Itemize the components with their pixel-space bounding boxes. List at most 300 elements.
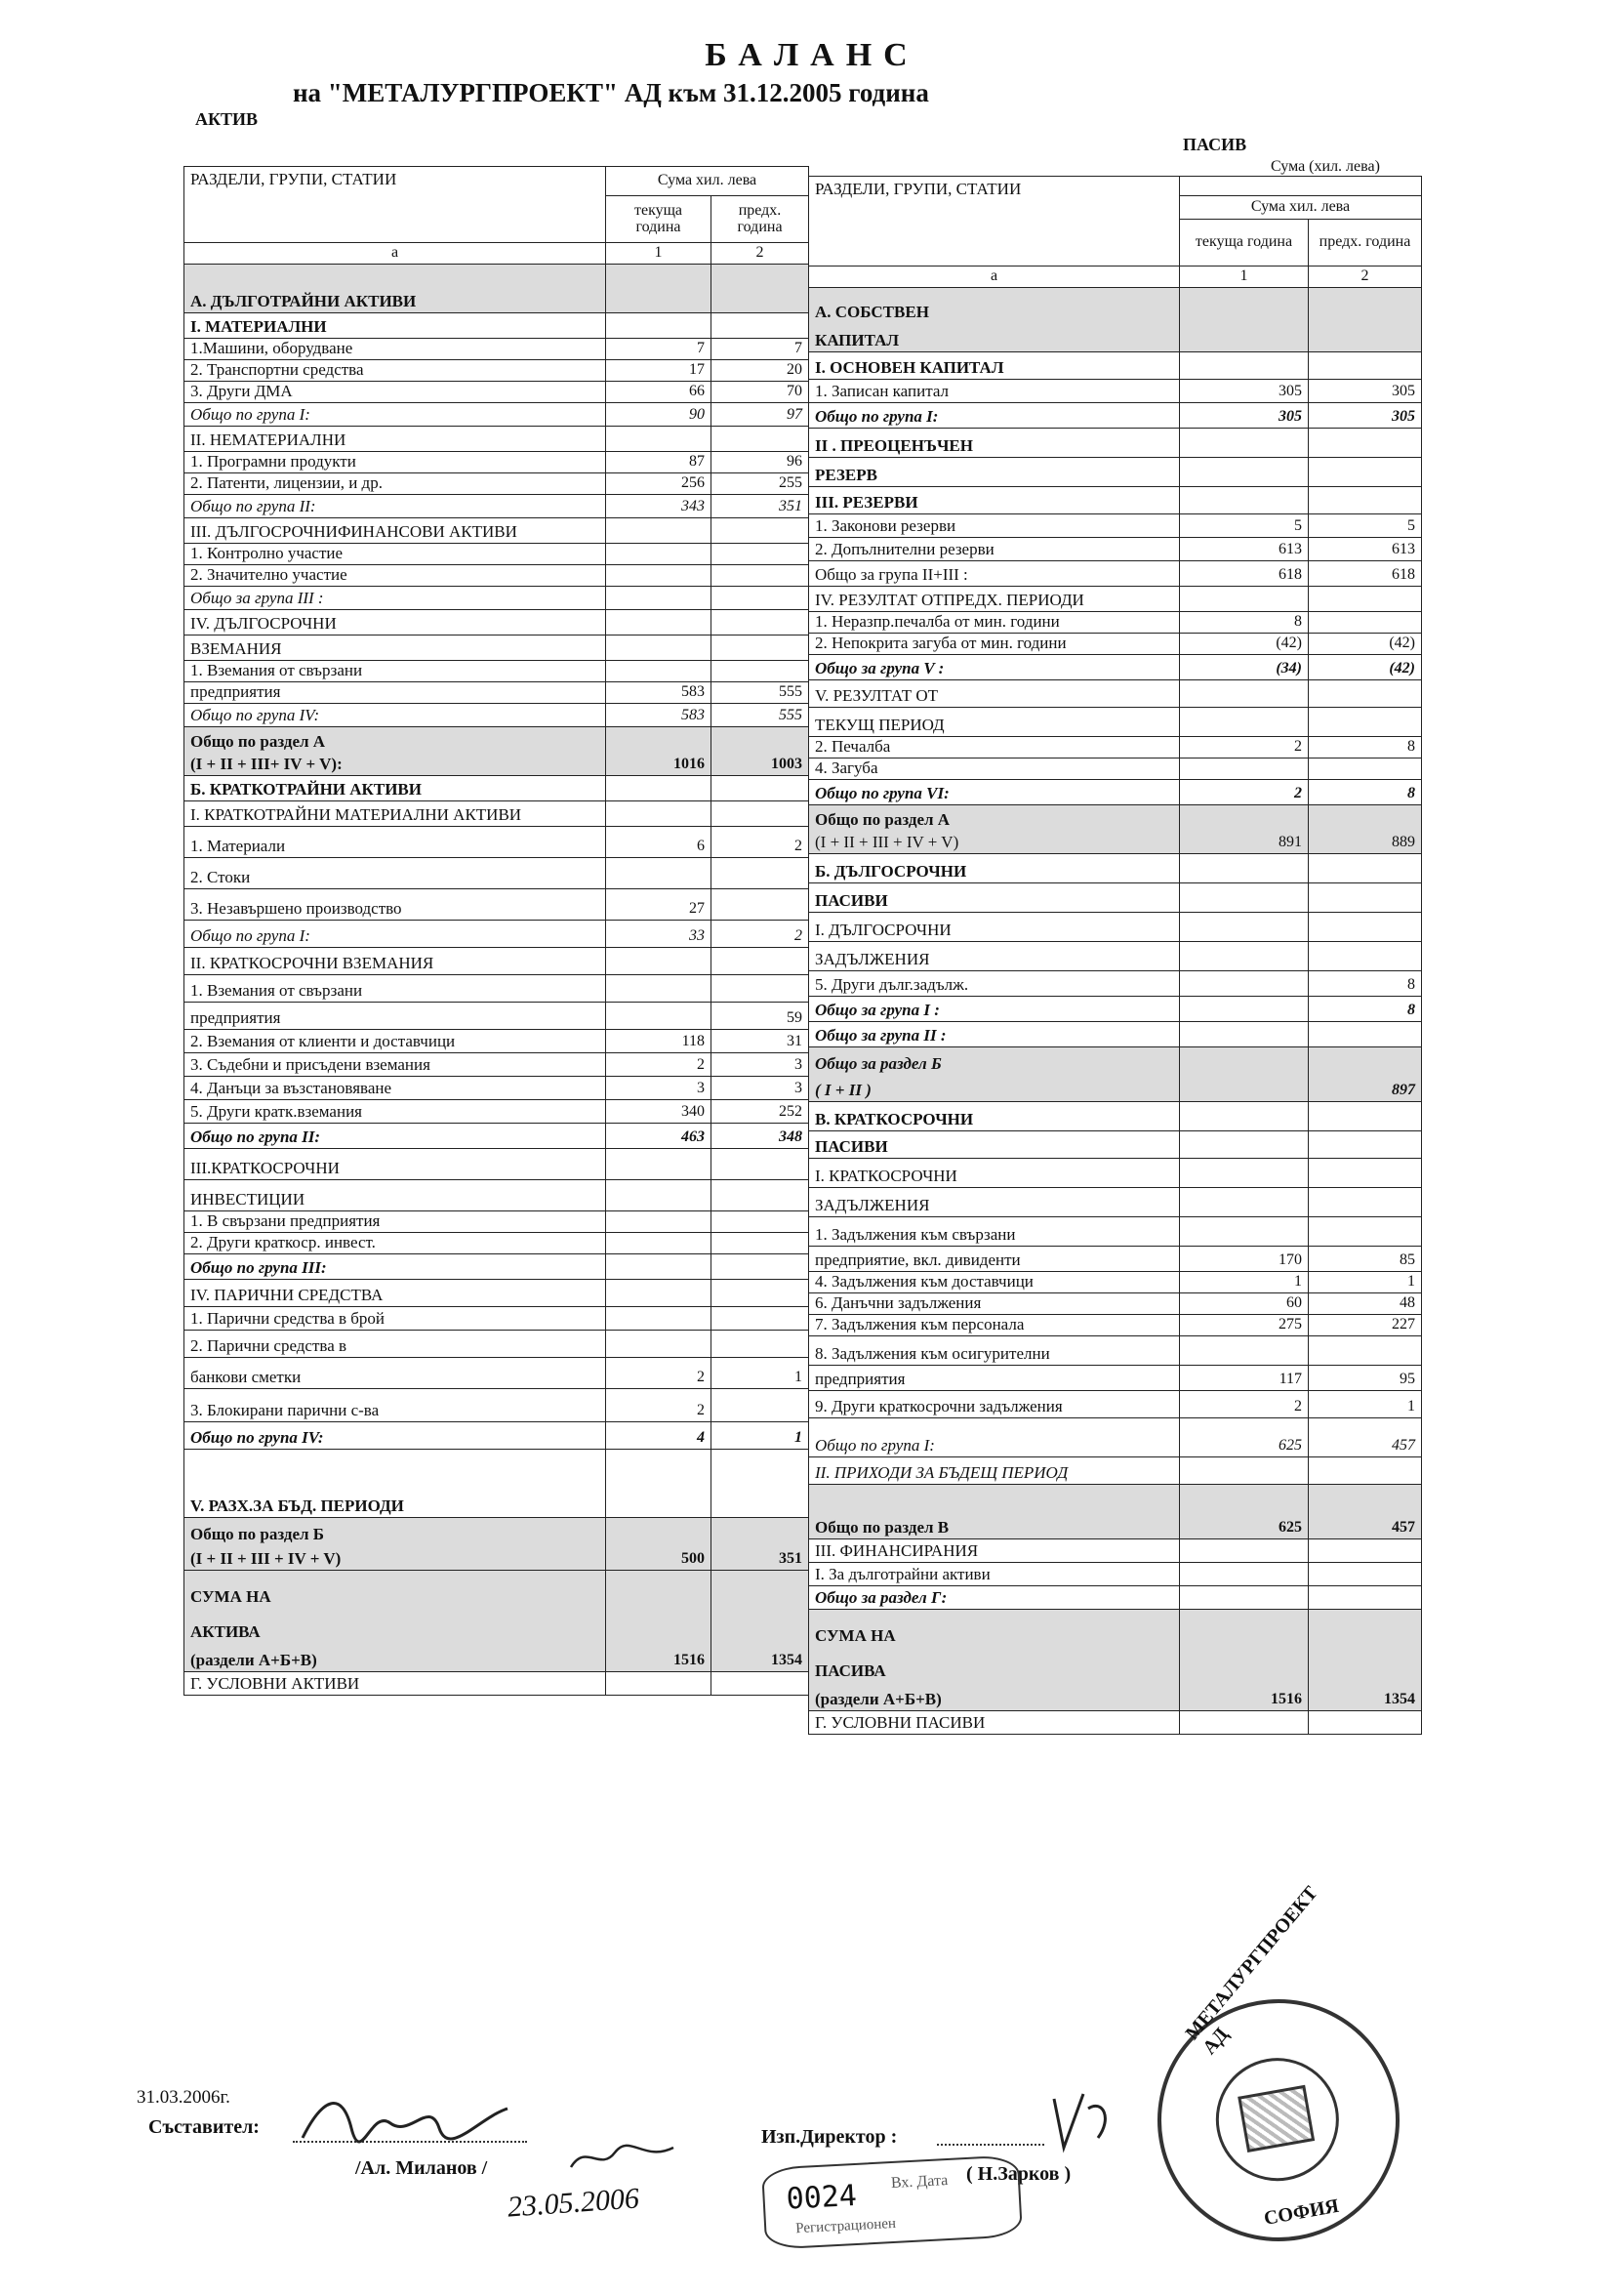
liability-row <box>809 1682 1422 1711</box>
liability-row <box>809 831 1422 854</box>
liability-row-current <box>1180 805 1309 831</box>
liability-row-current: 5 <box>1180 514 1309 538</box>
liability-row-label: В. КРАТКОСРОЧНИ <box>809 1102 1180 1131</box>
liability-row-label: I. КРАТКОСРОЧНИ <box>809 1159 1180 1188</box>
asset-row-current: 583 <box>606 682 711 704</box>
asset-row-current: 2 <box>606 1358 711 1389</box>
asset-row-previous: 2 <box>711 921 809 948</box>
liability-row-current <box>1180 1457 1309 1485</box>
asset-row-current: 17 <box>606 360 711 382</box>
liability-row-current: 891 <box>1180 831 1309 854</box>
asset-row <box>184 889 809 921</box>
asset-row <box>184 636 809 661</box>
asset-row <box>184 587 809 610</box>
asset-row-current: 3 <box>606 1077 711 1100</box>
liability-row-label: Общо по група I: <box>809 1418 1180 1457</box>
asset-row-previous <box>711 1450 809 1518</box>
asset-row-previous <box>711 1233 809 1254</box>
liability-row-previous: 457 <box>1309 1485 1422 1539</box>
asset-row-previous <box>711 1571 809 1608</box>
asset-row-previous <box>711 518 809 544</box>
liability-row <box>809 612 1422 634</box>
asset-row-current: 1516 <box>606 1643 711 1672</box>
liability-row <box>809 487 1422 514</box>
asset-row-previous: 1354 <box>711 1643 809 1672</box>
asset-row-previous: 2 <box>711 827 809 858</box>
liability-row <box>809 913 1422 942</box>
asset-row-label: 1. Програмни продукти <box>184 452 606 473</box>
asset-row-label: 3. Съдебни и присъдени вземания <box>184 1053 606 1077</box>
asset-row-label: 2. Други краткоср. инвест. <box>184 1233 606 1254</box>
asset-row <box>184 1149 809 1180</box>
liability-row <box>809 288 1422 323</box>
asset-row <box>184 1100 809 1124</box>
asset-row-current <box>606 1211 711 1233</box>
liability-row-previous <box>1309 1336 1422 1366</box>
liability-row-previous <box>1309 680 1422 708</box>
liability-row <box>809 634 1422 655</box>
asset-row-current <box>606 565 711 587</box>
asset-row <box>184 403 809 427</box>
liability-row-label: Общо по раздел В <box>809 1485 1180 1539</box>
liability-row <box>809 655 1422 680</box>
asset-row <box>184 360 809 382</box>
assets-col-a: а <box>184 243 606 265</box>
liabilities-header-current: текуща година <box>1180 220 1309 266</box>
asset-row-previous <box>711 1518 809 1545</box>
seal-inner-ring <box>1206 2048 1349 2191</box>
asset-row-previous: 351 <box>711 1545 809 1571</box>
asset-row-current: 33 <box>606 921 711 948</box>
liability-row <box>809 680 1422 708</box>
liability-row-label: 1. Законови резерви <box>809 514 1180 538</box>
asset-row <box>184 495 809 518</box>
asset-row-previous: 1003 <box>711 753 809 776</box>
director-name: ( Н.Зарков ) <box>966 2163 1072 2185</box>
asset-row-label: IV. ПАРИЧНИ СРЕДСТВА <box>184 1280 606 1307</box>
liability-row-current <box>1180 323 1309 352</box>
asset-row-previous: 70 <box>711 382 809 403</box>
asset-row-label: III. ДЪЛГОСРОЧНИФИНАНСОВИ АКТИВИ <box>184 518 606 544</box>
liability-row-previous: 85 <box>1309 1247 1422 1272</box>
liabilities-table <box>808 176 1422 1735</box>
liability-row-previous <box>1309 1711 1422 1735</box>
asset-row-label: III.КРАТКОСРОЧНИ <box>184 1149 606 1180</box>
liability-row-previous <box>1309 1647 1422 1682</box>
asset-row-previous <box>711 948 809 975</box>
liability-row-label: III. ФИНАНСИРАНИЯ <box>809 1539 1180 1563</box>
asset-row-previous: 255 <box>711 473 809 495</box>
liability-row-previous: 5 <box>1309 514 1422 538</box>
liability-row-current <box>1180 352 1309 380</box>
liability-row-previous: 8 <box>1309 780 1422 805</box>
asset-row-label: 2. Значително участие <box>184 565 606 587</box>
asset-row <box>184 753 809 776</box>
asset-row-label: 3. Блокирани парични с-ва <box>184 1389 606 1422</box>
liability-row <box>809 380 1422 403</box>
asset-row-current: 583 <box>606 704 711 727</box>
asset-row-label: Г. УСЛОВНИ АКТИВИ <box>184 1672 606 1696</box>
asset-row-current: 500 <box>606 1545 711 1571</box>
liability-row-current <box>1180 971 1309 997</box>
asset-row <box>184 776 809 801</box>
assets-header-previous: предх. година <box>711 196 809 243</box>
liability-row-current <box>1180 587 1309 612</box>
asset-row-current <box>606 776 711 801</box>
liability-row <box>809 1022 1422 1047</box>
asset-row-previous: 1 <box>711 1422 809 1450</box>
asset-row-label: Общо по група I: <box>184 403 606 427</box>
asset-row-previous: 20 <box>711 360 809 382</box>
asset-row-previous: 1 <box>711 1358 809 1389</box>
liability-row-label: ЗАДЪЛЖЕНИЯ <box>809 942 1180 971</box>
asset-row-label: Общо по група II: <box>184 495 606 518</box>
asset-row-previous <box>711 544 809 565</box>
asset-row-current: 340 <box>606 1100 711 1124</box>
asset-row-label: предприятия <box>184 682 606 704</box>
asset-row-label: Общо по група IV: <box>184 1422 606 1450</box>
asset-row-current <box>606 1180 711 1211</box>
liability-row-label: предприятия <box>809 1366 1180 1391</box>
liability-row <box>809 458 1422 487</box>
asset-row-label: 1.Машини, оборудване <box>184 339 606 360</box>
liability-row-label: Общо за група II : <box>809 1022 1180 1047</box>
liability-row-previous <box>1309 288 1422 323</box>
handwritten-mark <box>566 2138 683 2177</box>
liability-row-current: 2 <box>1180 1391 1309 1418</box>
liability-row-previous <box>1309 1159 1422 1188</box>
stamp-text: Вх. Дата <box>890 2171 949 2193</box>
liability-row-label: 5. Други дълг.задълж. <box>809 971 1180 997</box>
liability-row-label: Общо за група V : <box>809 655 1180 680</box>
asset-row-current: 27 <box>606 889 711 921</box>
liability-row-previous <box>1309 1539 1422 1563</box>
liability-row <box>809 758 1422 780</box>
asset-row <box>184 1422 809 1450</box>
liability-row-previous <box>1309 352 1422 380</box>
liability-row-label: (I + II + III + IV + V) <box>809 831 1180 854</box>
asset-row-previous <box>711 1331 809 1358</box>
liability-row-previous: 618 <box>1309 561 1422 587</box>
liability-row <box>809 403 1422 429</box>
liability-row-current: 117 <box>1180 1366 1309 1391</box>
compiler-label: Съставител: <box>148 2116 260 2138</box>
assets-table <box>183 166 809 1696</box>
liability-row-current <box>1180 1563 1309 1586</box>
liability-row <box>809 1047 1422 1075</box>
asset-row-previous <box>711 1672 809 1696</box>
asset-row-label: предприятия <box>184 1003 606 1030</box>
asset-row-current <box>606 1331 711 1358</box>
liability-row <box>809 1075 1422 1102</box>
liability-row-label: 4. Загуба <box>809 758 1180 780</box>
asset-row <box>184 948 809 975</box>
asset-row <box>184 565 809 587</box>
liability-row <box>809 1315 1422 1336</box>
asset-row-current <box>606 427 711 452</box>
asset-row-label: I. МАТЕРИАЛНИ <box>184 313 606 339</box>
liability-row-previous: 48 <box>1309 1293 1422 1315</box>
liability-row <box>809 1647 1422 1682</box>
liability-row-previous <box>1309 612 1422 634</box>
asset-row-current <box>606 265 711 313</box>
asset-row-previous: 348 <box>711 1124 809 1149</box>
liability-row-previous <box>1309 1188 1422 1217</box>
asset-row-previous <box>711 889 809 921</box>
asset-row-current: 343 <box>606 495 711 518</box>
liability-row-previous: 227 <box>1309 1315 1422 1336</box>
liability-row-label: ТЕКУЩ ПЕРИОД <box>809 708 1180 737</box>
liability-row-previous <box>1309 1217 1422 1247</box>
asset-row <box>184 827 809 858</box>
liability-row <box>809 1711 1422 1735</box>
asset-row <box>184 801 809 827</box>
liability-row-previous <box>1309 805 1422 831</box>
asset-row-current <box>606 313 711 339</box>
liabilities-unit-label: Сума (хил. лева) <box>1271 158 1380 175</box>
asset-row-label: I. КРАТКОТРАЙНИ МАТЕРИАЛНИ АКТИВИ <box>184 801 606 827</box>
asset-row-label: Общо за група III : <box>184 587 606 610</box>
liability-row-current <box>1180 758 1309 780</box>
liability-row <box>809 323 1422 352</box>
liability-row-previous <box>1309 942 1422 971</box>
liability-row-previous: 305 <box>1309 403 1422 429</box>
liability-row-previous <box>1309 708 1422 737</box>
liability-row-current <box>1180 942 1309 971</box>
liability-row <box>809 1247 1422 1272</box>
asset-row <box>184 518 809 544</box>
asset-row-previous <box>711 587 809 610</box>
liability-row-previous: 613 <box>1309 538 1422 561</box>
asset-row-label: 2. Парични средства в <box>184 1331 606 1358</box>
compiler-name: /Ал. Миланов / <box>355 2157 488 2179</box>
liability-row-label: ПАСИВА <box>809 1647 1180 1682</box>
asset-row <box>184 1331 809 1358</box>
asset-row-current: 463 <box>606 1124 711 1149</box>
asset-row-label: ИНВЕСТИЦИИ <box>184 1180 606 1211</box>
liability-row-current <box>1180 1610 1309 1647</box>
asset-row-previous <box>711 975 809 1003</box>
asset-row-label: 1. Вземания от свързани <box>184 661 606 682</box>
liability-row <box>809 352 1422 380</box>
liability-row-current <box>1180 1159 1309 1188</box>
liability-row-current: 625 <box>1180 1418 1309 1457</box>
liability-row-current <box>1180 487 1309 514</box>
asset-row-current: 87 <box>606 452 711 473</box>
asset-row-previous <box>711 776 809 801</box>
asset-row-current <box>606 948 711 975</box>
liability-row-label: Общо за раздел Б <box>809 1047 1180 1075</box>
company-seal <box>1138 1882 1418 2260</box>
liability-row-label: 9. Други краткосрочни задължения <box>809 1391 1180 1418</box>
liability-row-current <box>1180 1336 1309 1366</box>
asset-row <box>184 1124 809 1149</box>
asset-row-current: 256 <box>606 473 711 495</box>
liabilities-header-section: РАЗДЕЛИ, ГРУПИ, СТАТИИ <box>809 177 1180 266</box>
liability-row <box>809 1457 1422 1485</box>
asset-row-current <box>606 1450 711 1518</box>
liabilities-side-label: ПАСИВ <box>1183 135 1247 154</box>
liability-row <box>809 1563 1422 1586</box>
liability-row-label: РЕЗЕРВ <box>809 458 1180 487</box>
asset-row-label: 1. Парични средства в брой <box>184 1307 606 1331</box>
liability-row-label: ( I + II ) <box>809 1075 1180 1102</box>
liability-row-current: 2 <box>1180 737 1309 758</box>
asset-row-current <box>606 1307 711 1331</box>
asset-row-label: (I + II + III + IV + V) <box>184 1545 606 1571</box>
asset-row-current <box>606 518 711 544</box>
liability-row-label: СУМА НА <box>809 1610 1180 1647</box>
asset-row-current <box>606 801 711 827</box>
liability-row-label: 7. Задължения към персонала <box>809 1315 1180 1336</box>
handwritten-date: 23.05.2006 <box>506 2182 640 2224</box>
asset-row-label: Б. КРАТКОТРАЙНИ АКТИВИ <box>184 776 606 801</box>
asset-row <box>184 313 809 339</box>
assets-header-section: РАЗДЕЛИ, ГРУПИ, СТАТИИ <box>184 167 606 243</box>
liability-row-current: 1516 <box>1180 1682 1309 1711</box>
assets-col-2: 2 <box>711 243 809 265</box>
asset-row <box>184 1358 809 1389</box>
liability-row-label: II . ПРЕОЦЕНЪЧЕН <box>809 429 1180 458</box>
liability-row-previous <box>1309 913 1422 942</box>
asset-row <box>184 704 809 727</box>
asset-row-current <box>606 727 711 753</box>
liabilities-header-previous: предх. година <box>1309 220 1422 266</box>
asset-row-current <box>606 610 711 636</box>
seal-emblem-icon <box>1238 2085 1315 2152</box>
liability-row <box>809 1539 1422 1563</box>
asset-row-label: Общо по група II: <box>184 1124 606 1149</box>
asset-row-previous <box>711 427 809 452</box>
liability-row-label: Общо по група I: <box>809 403 1180 429</box>
liability-row <box>809 971 1422 997</box>
asset-row-label: банкови сметки <box>184 1358 606 1389</box>
asset-row-current <box>606 1280 711 1307</box>
asset-row <box>184 858 809 889</box>
liability-row-previous: 1354 <box>1309 1682 1422 1711</box>
asset-row-current: 2 <box>606 1389 711 1422</box>
liability-row-label: Общо за група I : <box>809 997 1180 1022</box>
asset-row-previous: 96 <box>711 452 809 473</box>
asset-row-current: 1016 <box>606 753 711 776</box>
liability-row-previous <box>1309 1022 1422 1047</box>
liabilities-col-1: 1 <box>1180 266 1309 288</box>
liabilities-header-blank <box>1180 177 1422 196</box>
asset-row <box>184 1254 809 1280</box>
liability-row-label: V. РЕЗУЛТАТ ОТ <box>809 680 1180 708</box>
liability-row-previous: 8 <box>1309 997 1422 1022</box>
liability-row-label: 1. Задължения към свързани <box>809 1217 1180 1247</box>
asset-row-previous <box>711 1608 809 1643</box>
liability-row-current <box>1180 1217 1309 1247</box>
liability-row-previous: 1 <box>1309 1391 1422 1418</box>
liability-row-current <box>1180 1022 1309 1047</box>
asset-row-label: Общо по раздел Б <box>184 1518 606 1545</box>
liability-row <box>809 780 1422 805</box>
asset-row-label: (раздели А+Б+В) <box>184 1643 606 1672</box>
liability-row-label: КАПИТАЛ <box>809 323 1180 352</box>
liability-row-current <box>1180 458 1309 487</box>
asset-row-current: 90 <box>606 403 711 427</box>
liability-row-previous <box>1309 429 1422 458</box>
liability-row-current <box>1180 429 1309 458</box>
asset-row-previous <box>711 1389 809 1422</box>
liability-row <box>809 854 1422 883</box>
liability-row <box>809 708 1422 737</box>
asset-row-previous <box>711 661 809 682</box>
compiler-signature <box>293 2089 517 2148</box>
asset-row-current <box>606 1518 711 1545</box>
liability-row-label: (раздели А+Б+В) <box>809 1682 1180 1711</box>
liability-row-label: 4. Задължения към доставчици <box>809 1272 1180 1293</box>
asset-row <box>184 682 809 704</box>
liability-row-label: Общо по раздел А <box>809 805 1180 831</box>
asset-row-current <box>606 1233 711 1254</box>
liability-row-current <box>1180 913 1309 942</box>
liability-row-label: А. СОБСТВЕН <box>809 288 1180 323</box>
liability-row-previous: 8 <box>1309 737 1422 758</box>
liability-row <box>809 997 1422 1022</box>
liability-row <box>809 942 1422 971</box>
asset-row-previous: 252 <box>711 1100 809 1124</box>
liability-row <box>809 587 1422 612</box>
asset-row-label: (I + II + III+ IV + V): <box>184 753 606 776</box>
asset-row <box>184 1450 809 1518</box>
asset-row-previous <box>711 265 809 313</box>
asset-row-label: СУМА НА <box>184 1571 606 1608</box>
asset-row <box>184 1672 809 1696</box>
seal-bottom-text: СОФИЯ <box>1262 2194 1341 2230</box>
asset-row-label: 1. Материали <box>184 827 606 858</box>
liability-row-previous: (42) <box>1309 634 1422 655</box>
liability-row-previous <box>1309 854 1422 883</box>
liability-row-previous <box>1309 487 1422 514</box>
asset-row <box>184 382 809 403</box>
liability-row-current: 2 <box>1180 780 1309 805</box>
liability-row-previous: 889 <box>1309 831 1422 854</box>
asset-row-current: 118 <box>606 1030 711 1053</box>
asset-row-current <box>606 1608 711 1643</box>
liability-row <box>809 1272 1422 1293</box>
asset-row-previous: 31 <box>711 1030 809 1053</box>
liability-row-previous <box>1309 323 1422 352</box>
liability-row-label: Общо за раздел Г: <box>809 1586 1180 1610</box>
liability-row <box>809 1391 1422 1418</box>
liability-row-current: 275 <box>1180 1315 1309 1336</box>
liability-row-previous <box>1309 758 1422 780</box>
asset-row <box>184 427 809 452</box>
liability-row-previous <box>1309 883 1422 913</box>
liability-row-previous: (42) <box>1309 655 1422 680</box>
liabilities-col-2: 2 <box>1309 266 1422 288</box>
asset-row-label: II. НЕМАТЕРИАЛНИ <box>184 427 606 452</box>
asset-row-label: 2. Транспортни средства <box>184 360 606 382</box>
asset-row-current <box>606 858 711 889</box>
liability-row-label: ЗАДЪЛЖЕНИЯ <box>809 1188 1180 1217</box>
asset-row <box>184 1571 809 1608</box>
liability-row-label: Б. ДЪЛГОСРОЧНИ <box>809 854 1180 883</box>
asset-row-previous: 555 <box>711 704 809 727</box>
liability-row-label: предприятие, вкл. дивиденти <box>809 1247 1180 1272</box>
liability-row-label: ПАСИВИ <box>809 883 1180 913</box>
asset-row-label: 5. Други кратк.вземания <box>184 1100 606 1124</box>
liability-row <box>809 1336 1422 1366</box>
liability-row-current: 625 <box>1180 1485 1309 1539</box>
liability-row <box>809 1217 1422 1247</box>
asset-row <box>184 1180 809 1211</box>
asset-row-label: 2. Вземания от клиенти и доставчици <box>184 1030 606 1053</box>
asset-row-current: 6 <box>606 827 711 858</box>
